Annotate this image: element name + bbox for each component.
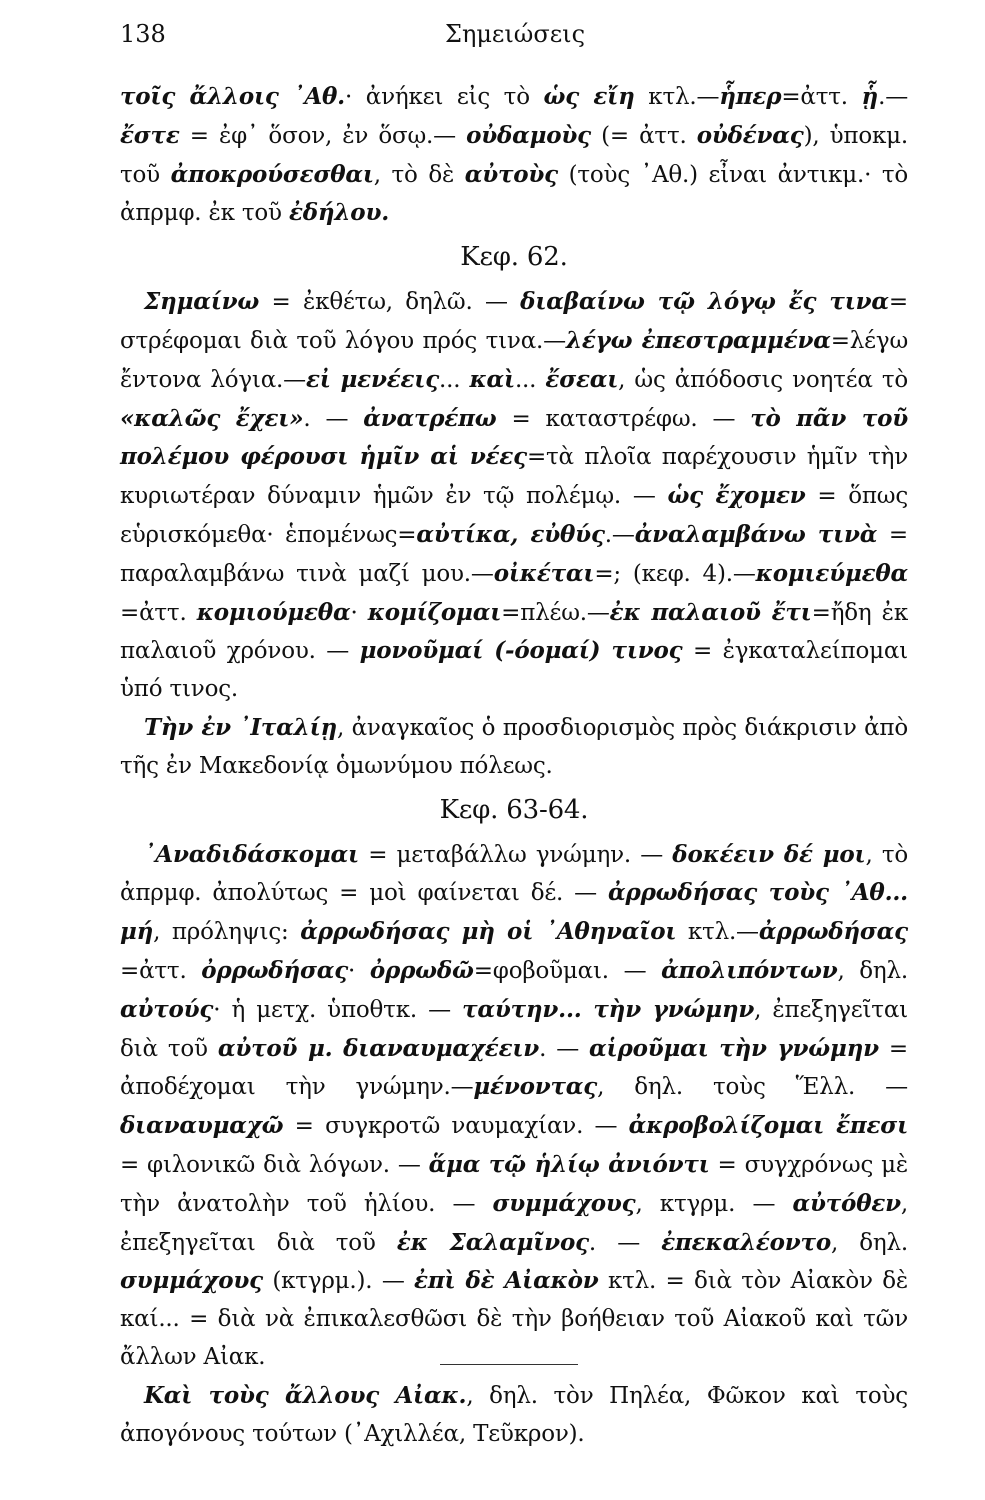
note-text: , ἐπεξηγεῖται διὰ τοῦ	[120, 996, 908, 1062]
footnote-divider	[440, 1364, 578, 1365]
note-text: . —	[303, 405, 364, 432]
note-paragraph	[120, 836, 908, 1377]
note-text: , πρόληψις:	[153, 919, 301, 946]
lemma-term: οὐδαμοὺς	[466, 121, 591, 149]
lemma-term: ταύτην... τὴν γνώμην	[462, 995, 755, 1023]
note-text: =πλέω.—	[501, 599, 610, 626]
note-text: , δηλ. τὸν Πηλέα, Φῶκον καὶ τοὺς ἀπογόνους τούτων (᾿Αχιλλέα, Τεῦκρον).	[120, 1382, 908, 1447]
lemma-term: τὸ πᾶν τοῦ πολέμου φέρουσι ἡμῖν αἱ νέες	[120, 404, 909, 471]
lemma-term: ἀκροβολίζομαι ἔπεσι	[628, 1112, 908, 1140]
note-text: =λέγω ἔντονα λόγια.—	[120, 327, 908, 393]
note-text: =ἀττ.	[120, 599, 197, 626]
lemma-term: συμμάχους	[120, 1267, 263, 1295]
note-text: = ἀποδέχομαι τὴν γνώμην.—	[120, 1035, 909, 1101]
note-text: = ὅπως εὑρισκόμεθα· ἑπομένως=	[120, 483, 908, 548]
lemma-term: λέγω ἐπεστραμμένα	[565, 326, 831, 354]
lemma-term: ἀρρωδήσας μὴ οἱ ᾿Αθηναῖοι	[300, 918, 677, 946]
lemma-term: δοκέειν δέ μοι	[672, 840, 866, 868]
note-text: =ἀττ.	[781, 84, 862, 110]
lemma-term: ἀρρωδήσας τοὺς ᾿Αθ... μή	[120, 879, 908, 946]
lemma-term: ὀρρωδῶ	[369, 956, 474, 984]
note-text: = ἐγκαταλείπομαι ὑπό τινος.	[120, 638, 908, 703]
note-text: = ἐφ᾽ ὅσον, ἐν ὅσῳ.—	[179, 122, 467, 149]
lemma-term: Τὴν ἐν ᾿Ιταλίῃ	[144, 713, 338, 741]
lemma-term: μένοντας	[473, 1073, 598, 1101]
note-text: .—	[878, 84, 908, 110]
chapter-heading: Κεφ. 62.	[460, 242, 568, 273]
note-paragraph	[120, 709, 908, 786]
lemma-term: ἀπολιπόντων	[661, 956, 838, 984]
lemma-term: τοῖς ἄλλοις ᾿Αθ.	[120, 83, 345, 110]
note-text: (κτγρμ.). —	[262, 1268, 415, 1295]
lemma-term: ὀρρωδήσας	[201, 956, 349, 984]
lemma-term: ἀναλαμβάνω τινὰ	[634, 520, 878, 548]
note-text: , κτγρμ. —	[635, 1190, 793, 1217]
lemma-term: ἅμα τῷ ἡλίῳ ἀνιόντι	[428, 1150, 710, 1178]
lemma-term: συμμάχους	[492, 1189, 636, 1217]
note-text: =; (κεφ. 4).—	[594, 560, 756, 587]
lemma-term: Σημαίνω	[144, 288, 260, 316]
lemma-term: ἐπεκαλέοντο	[661, 1228, 831, 1256]
note-text: , τὸ ἀπρμφ. ἀπολύτως = μοὶ φαίνεται δέ. —	[120, 841, 908, 907]
lemma-term: ἔσεαι	[545, 365, 619, 393]
note-text: , δηλ.	[837, 957, 908, 984]
lemma-term: ὡς εἴη	[543, 83, 635, 110]
note-text: =φοβοῦμαι. —	[473, 957, 662, 984]
lemma-term: κομιούμεθα	[196, 598, 351, 626]
note-text: κτλ.—	[634, 84, 720, 110]
lemma-term: ὡς ἔχομεν	[667, 482, 806, 510]
lemma-term: ἔστε	[120, 121, 180, 149]
note-paragraph	[120, 283, 908, 709]
lemma-term: αὐτίκα, εὐθύς	[416, 520, 605, 548]
note-text: ·	[350, 599, 368, 626]
lemma-term: διαναυμαχῶ	[120, 1112, 284, 1140]
note-text: = φιλονικῶ διὰ λόγων. —	[120, 1151, 429, 1178]
lemma-term: ἐκ παλαιοῦ ἔτι	[609, 598, 812, 626]
note-text: = συγκροτῶ ναυμαχίαν. —	[283, 1113, 629, 1140]
lemma-term: ἀνατρέπω	[363, 404, 497, 432]
lemma-term: κομιεύμεθα	[755, 559, 909, 587]
note-text: (= ἀττ.	[590, 122, 697, 149]
note-text: = καταστρέφω. —	[496, 405, 751, 432]
note-text: , δηλ.	[830, 1229, 908, 1256]
note-text: , ὡς ἀπόδοσις νοητέα τὸ	[618, 366, 908, 393]
lemma-term: ἧπερ	[719, 83, 782, 110]
lemma-term: εἰ μενέεις	[305, 365, 439, 393]
note-paragraph	[120, 78, 908, 233]
note-text: .—	[604, 521, 635, 548]
lemma-term: ἐκ Σαλαμῖνος	[396, 1228, 589, 1256]
lemma-term: ἀποκρούσεσθαι	[170, 160, 374, 188]
note-text: · ἡ μετχ. ὑποθτκ. —	[213, 996, 463, 1023]
note-text: = μεταβάλλω γνώμην. —	[358, 841, 673, 868]
notes-body	[120, 78, 908, 1453]
note-text: , δηλ. τοὺς Ἕλλ. —	[597, 1074, 908, 1101]
lemma-term: ᾿Αναδιδάσκομαι	[144, 840, 359, 868]
lemma-term: κομίζομαι	[367, 598, 502, 626]
note-paragraph	[120, 1377, 908, 1454]
note-text: , ἀναγκαῖος ὁ προσδιορισμὸς πρὸς διάκρισιν ἀπὸ τῆς ἐν Μακεδονίᾳ ὁμωνύμου πόλεως.	[120, 714, 908, 779]
note-text: = στρέφομαι διὰ τοῦ λόγου πρός τινα.—	[120, 289, 908, 354]
note-text: (τοὺς ᾿Αθ.) εἶναι ἀντικμ.· τὸ ἀπρμφ. ἐκ τοῦ	[120, 161, 908, 227]
note-text: , τὸ δὲ	[373, 161, 465, 188]
note-text: ), ὑποκμ. τοῦ	[120, 122, 909, 188]
note-text: · ἀνήκει εἰς τὸ	[344, 84, 544, 110]
note-text: . —	[539, 1035, 590, 1062]
lemma-term: οἰκέται	[493, 559, 595, 587]
page-header	[120, 18, 910, 58]
lemma-term: ἀρρωδήσας	[758, 918, 908, 946]
lemma-term: «καλῶς ἔχει»	[120, 404, 304, 432]
lemma-term: καὶ	[469, 365, 515, 393]
note-text: κτλ. = διὰ τὸν Αἰακὸν δὲ καί... = διὰ νὰ ἐπικαλεσθῶσι δὲ τὴν βοήθειαν τοῦ Αἰακοῦ καὶ τῶν ἄλλων Αἰακ.	[120, 1268, 908, 1370]
lemma-term: αὐτοῦ μ. διαναυμαχέειν	[217, 1034, 540, 1062]
note-text: κτλ.—	[676, 919, 759, 946]
note-text: =τὰ πλοῖα παρέχουσιν ἡμῖν τὴν κυριωτέραν δύναμιν ἡμῶν ἐν τῷ πολέμῳ. —	[120, 444, 908, 510]
note-text: = παραλαμβάνω τινὰ μαζί μου.—	[120, 521, 908, 587]
note-text: , ἐπεξηγεῖται διὰ τοῦ	[120, 1190, 908, 1256]
note-text: =ἤδη ἐκ παλαιοῦ χρόνου. —	[120, 599, 908, 665]
note-text: ...	[514, 366, 546, 393]
lemma-term: αὐτοὺς	[464, 160, 558, 188]
running-title: Σημειώσεις	[444, 20, 586, 48]
lemma-term: ἐδήλου.	[288, 199, 390, 227]
lemma-term: διαβαίνω τῷ λόγῳ ἔς τινα	[520, 288, 889, 316]
lemma-term: μονοῦμαί (-όομαί) τινος	[359, 637, 683, 665]
lemma-term: ἐπὶ δὲ Αἰακὸν	[414, 1267, 599, 1295]
lemma-term: Καὶ τοὺς ἄλλους Αἰακ.	[144, 1381, 467, 1409]
lemma-term: αὐτόθεν	[792, 1189, 901, 1217]
lemma-term: αὐτούς	[120, 995, 214, 1023]
chapter-heading: Κεφ. 63-64.	[439, 794, 589, 825]
note-text: ...	[439, 366, 470, 393]
note-text: ·	[348, 957, 370, 984]
page-number: 138	[120, 20, 166, 48]
lemma-term: αἱροῦμαι τὴν γνώμην	[589, 1034, 879, 1062]
lemma-term: οὐδένας	[696, 121, 804, 149]
note-text: =ἀττ.	[120, 957, 202, 984]
note-text: = συγχρόνως μὲ τὴν ἀνατολὴν τοῦ ἡλίου. —	[120, 1151, 908, 1217]
lemma-term: ᾗ	[861, 83, 879, 110]
note-text: = ἐκθέτω, δηλῶ. —	[259, 289, 521, 316]
note-text: . —	[588, 1229, 662, 1256]
